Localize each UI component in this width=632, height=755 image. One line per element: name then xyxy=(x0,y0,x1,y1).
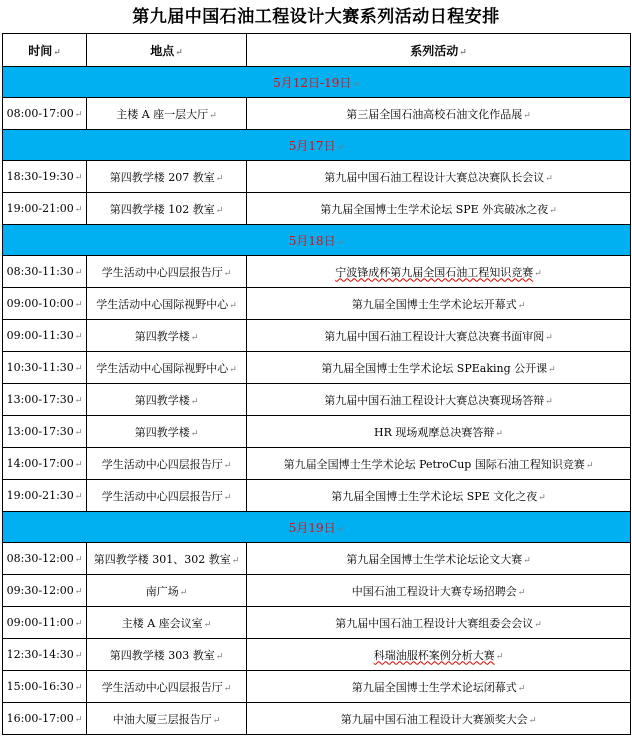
cell-place xyxy=(87,607,247,639)
cell-activity xyxy=(247,448,631,480)
paragraph-mark-icon: ↵ xyxy=(336,142,345,153)
header-time: 时间↵ xyxy=(3,34,87,67)
date-section-label xyxy=(3,130,631,161)
paragraph-mark-icon: ↵ xyxy=(74,555,83,565)
activity-text: 第九届中国石油工程设计大赛总决赛书面审阅 xyxy=(324,329,545,343)
paragraph-mark-icon: ↵ xyxy=(74,428,83,438)
document-title: 第九届中国石油工程设计大赛系列活动日程安排 xyxy=(132,7,500,27)
time-text: 19:00-21:00 xyxy=(6,202,74,215)
date-text: 5月17日 xyxy=(288,138,336,153)
table-row xyxy=(3,607,631,639)
schedule-body xyxy=(3,67,631,735)
paragraph-mark-icon: ↵ xyxy=(74,332,83,342)
place-text: 第四教学楼 207 教室 xyxy=(109,170,215,184)
table-row xyxy=(3,671,631,703)
place-text: 中油大厦三层报告厅 xyxy=(112,712,212,726)
place-text: 学生活动中心国际视野中心 xyxy=(96,361,229,375)
table-row xyxy=(3,480,631,512)
paragraph-mark-icon: ↵ xyxy=(74,300,83,310)
cell-time xyxy=(3,352,87,384)
paragraph-mark-icon: ↵ xyxy=(179,587,188,598)
paragraph-mark-icon: ↵ xyxy=(223,492,232,503)
cell-place xyxy=(87,543,247,575)
cell-time xyxy=(3,288,87,320)
header-place: 地点↵ xyxy=(87,34,247,67)
cell-time xyxy=(3,543,87,575)
cell-place xyxy=(87,384,247,416)
table-row xyxy=(3,639,631,671)
table-row xyxy=(3,288,631,320)
cell-place xyxy=(87,416,247,448)
table-row xyxy=(3,98,631,130)
activity-text: HR 现场观摩总决赛答辩 xyxy=(374,425,495,439)
cell-activity xyxy=(247,320,631,352)
time-text: 12:30-14:30 xyxy=(6,648,74,661)
activity-text: 科瑞油服杯案例分析大赛 xyxy=(373,648,495,662)
cell-activity xyxy=(247,288,631,320)
activity-text: 第九届全国博士生学术论坛闭幕式 xyxy=(351,680,517,694)
paragraph-mark-icon: ↵ xyxy=(459,47,467,58)
cell-time xyxy=(3,416,87,448)
paragraph-mark-icon: ↵ xyxy=(549,205,557,216)
cell-time xyxy=(3,98,87,130)
activity-text: 第九届全国博士生学术论坛 SPE 文化之夜 xyxy=(331,489,538,503)
cell-place xyxy=(87,703,247,735)
place-text: 南广场 xyxy=(145,584,179,598)
paragraph-mark-icon: ↵ xyxy=(212,715,221,726)
cell-place xyxy=(87,288,247,320)
paragraph-mark-icon: ↵ xyxy=(203,619,212,630)
cell-place xyxy=(87,320,247,352)
activity-text: 第三届全国石油高校石油文化作品展 xyxy=(346,107,523,121)
date-section-label xyxy=(3,225,631,256)
cell-activity xyxy=(247,193,631,225)
cell-time xyxy=(3,193,87,225)
cell-activity xyxy=(247,256,631,288)
paragraph-mark-icon: ↵ xyxy=(517,683,526,694)
paragraph-mark-icon: ↵ xyxy=(523,555,531,566)
activity-text: 中国石油工程设计大赛专场招聘会 xyxy=(351,584,517,598)
time-text: 10:30-11:30 xyxy=(6,361,74,374)
paragraph-mark-icon: ↵ xyxy=(517,300,526,311)
paragraph-mark-icon: ↵ xyxy=(74,715,83,725)
paragraph-mark-icon: ↵ xyxy=(534,268,542,279)
activity-text: 第九届中国石油工程设计大赛颁奖大会 xyxy=(340,712,528,726)
cell-time xyxy=(3,575,87,607)
table-row xyxy=(3,703,631,735)
paragraph-mark-icon: ↵ xyxy=(352,79,360,90)
activity-text: 第九届全国博士生学术论坛开幕式 xyxy=(351,297,517,311)
cell-place xyxy=(87,575,247,607)
date-section-row xyxy=(3,67,631,98)
cell-activity xyxy=(247,671,631,703)
cell-time xyxy=(3,448,87,480)
cell-time xyxy=(3,480,87,512)
table-row xyxy=(3,575,631,607)
time-text: 09:30-12:00 xyxy=(6,584,74,597)
cell-activity xyxy=(247,575,631,607)
time-text: 09:00-10:00 xyxy=(6,297,74,310)
date-text: 5月18日 xyxy=(288,233,336,248)
date-section-row xyxy=(3,130,631,161)
activity-text: 第九届中国石油工程设计大赛总决赛现场答辩 xyxy=(324,393,545,407)
place-text: 主楼 A 座会议室 xyxy=(121,616,203,630)
paragraph-mark-icon: ↵ xyxy=(74,619,83,629)
paragraph-mark-icon: ↵ xyxy=(523,110,531,121)
place-text: 第四教学楼 xyxy=(134,329,190,343)
table-row xyxy=(3,161,631,193)
cell-time xyxy=(3,607,87,639)
table-row xyxy=(3,193,631,225)
paragraph-mark-icon: ↵ xyxy=(223,460,232,471)
place-text: 第四教学楼 301、302 教室 xyxy=(93,552,231,566)
paragraph-mark-icon: ↵ xyxy=(534,619,542,630)
table-row xyxy=(3,384,631,416)
cell-place xyxy=(87,352,247,384)
paragraph-mark-icon: ↵ xyxy=(517,587,526,598)
paragraph-mark-icon: ↵ xyxy=(74,396,83,406)
activity-text: 第九届中国石油工程设计大赛组委会会议 xyxy=(335,616,534,630)
paragraph-mark-icon: ↵ xyxy=(215,651,224,662)
paragraph-mark-icon: ↵ xyxy=(229,364,237,375)
activity-text: 宁波锋成杯第九届全国石油工程知识竞赛 xyxy=(335,265,534,279)
paragraph-mark-icon: ↵ xyxy=(74,460,83,470)
time-text: 19:00-21:30 xyxy=(6,489,74,502)
cell-time xyxy=(3,161,87,193)
date-text: 5月19日 xyxy=(288,520,336,535)
cell-time xyxy=(3,320,87,352)
cell-place xyxy=(87,161,247,193)
time-text: 13:00-17:30 xyxy=(6,425,74,438)
time-text: 16:00-17:00 xyxy=(6,712,74,725)
cell-activity xyxy=(247,384,631,416)
cell-time xyxy=(3,384,87,416)
paragraph-mark-icon: ↵ xyxy=(336,524,345,535)
paragraph-mark-icon: ↵ xyxy=(74,268,83,278)
date-section-label xyxy=(3,67,631,98)
place-text: 第四教学楼 xyxy=(134,393,190,407)
time-text: 08:00-17:00 xyxy=(6,107,74,120)
header-row xyxy=(3,34,631,67)
time-text: 18:30-19:30 xyxy=(6,170,74,183)
date-section-row xyxy=(3,512,631,543)
activity-text: 第九届中国石油工程设计大赛总决赛队长会议 xyxy=(324,170,545,184)
time-text: 14:00-17:00 xyxy=(6,457,74,470)
paragraph-mark-icon: ↵ xyxy=(74,683,83,693)
paragraph-mark-icon: ↵ xyxy=(585,460,594,471)
paragraph-mark-icon: ↵ xyxy=(190,396,199,407)
paragraph-mark-icon: ↵ xyxy=(215,173,224,184)
cell-place xyxy=(87,639,247,671)
time-text: 08:30-12:00 xyxy=(6,552,74,565)
time-text: 09:00-11:00 xyxy=(6,616,74,629)
table-row xyxy=(3,448,631,480)
cell-activity xyxy=(247,703,631,735)
place-text: 学生活动中心四层报告厅 xyxy=(101,457,223,471)
place-text: 第四教学楼 303 教室 xyxy=(109,648,215,662)
paragraph-mark-icon: ↵ xyxy=(190,332,199,343)
cell-place xyxy=(87,671,247,703)
place-text: 学生活动中心国际视野中心 xyxy=(96,297,229,311)
paragraph-mark-icon: ↵ xyxy=(495,428,503,439)
paragraph-mark-icon: ↵ xyxy=(74,205,83,215)
cell-time xyxy=(3,256,87,288)
paragraph-mark-icon: ↵ xyxy=(74,173,83,183)
paragraph-mark-icon: ↵ xyxy=(495,651,504,662)
paragraph-mark-icon: ↵ xyxy=(215,205,224,216)
paragraph-mark-icon: ↵ xyxy=(223,268,232,279)
table-row xyxy=(3,416,631,448)
cell-place xyxy=(87,193,247,225)
time-text: 09:00-11:30 xyxy=(6,329,74,342)
activity-text: 第九届全国博士生学术论坛 SPE 外宾破冰之夜 xyxy=(320,202,549,216)
activity-text: 第九届全国博士生学术论坛 PetroCup 国际石油工程知识竞赛 xyxy=(283,457,585,471)
header-activity: 系列活动↵ xyxy=(247,34,631,67)
cell-activity xyxy=(247,543,631,575)
paragraph-mark-icon: ↵ xyxy=(231,555,240,566)
paragraph-mark-icon: ↵ xyxy=(229,300,237,311)
table-row xyxy=(3,543,631,575)
paragraph-mark-icon: ↵ xyxy=(74,587,83,597)
cell-time xyxy=(3,639,87,671)
activity-text: 第九届全国博士生学术论坛 SPEaking 公开课 xyxy=(321,361,548,375)
cell-activity xyxy=(247,352,631,384)
cell-activity xyxy=(247,639,631,671)
paragraph-mark-icon: ↵ xyxy=(223,683,232,694)
paragraph-mark-icon: ↵ xyxy=(548,364,556,375)
paragraph-mark-icon: ↵ xyxy=(190,428,199,439)
date-section-row xyxy=(3,225,631,256)
time-text: 13:00-17:30 xyxy=(6,393,74,406)
cell-activity xyxy=(247,416,631,448)
paragraph-mark-icon: ↵ xyxy=(53,47,61,58)
place-text: 第四教学楼 xyxy=(134,425,190,439)
cell-activity xyxy=(247,161,631,193)
paragraph-mark-icon: ↵ xyxy=(74,492,83,502)
date-section-label xyxy=(3,512,631,543)
cell-place xyxy=(87,98,247,130)
table-row xyxy=(3,352,631,384)
paragraph-mark-icon: ↵ xyxy=(74,651,83,661)
paragraph-mark-icon: ↵ xyxy=(538,492,546,503)
cell-place xyxy=(87,480,247,512)
paragraph-mark-icon: ↵ xyxy=(209,110,217,121)
cell-time xyxy=(3,703,87,735)
date-text: 5月12日-19日 xyxy=(273,75,352,90)
paragraph-mark-icon: ↵ xyxy=(74,364,83,374)
time-text: 08:30-11:30 xyxy=(6,265,74,278)
paragraph-mark-icon: ↵ xyxy=(528,715,537,726)
table-row xyxy=(3,320,631,352)
paragraph-mark-icon: ↵ xyxy=(175,47,183,58)
paragraph-mark-icon: ↵ xyxy=(74,110,83,120)
cell-time xyxy=(3,671,87,703)
place-text: 学生活动中心四层报告厅 xyxy=(101,680,223,694)
place-text: 学生活动中心四层报告厅 xyxy=(101,489,223,503)
paragraph-mark-icon: ↵ xyxy=(336,237,345,248)
activity-text: 第九届全国博士生学术论坛论文大赛 xyxy=(346,552,523,566)
cell-activity xyxy=(247,480,631,512)
cell-activity xyxy=(247,607,631,639)
paragraph-mark-icon: ↵ xyxy=(545,173,553,184)
table-row xyxy=(3,256,631,288)
cell-place xyxy=(87,256,247,288)
cell-activity xyxy=(247,98,631,130)
place-text: 学生活动中心四层报告厅 xyxy=(101,265,223,279)
place-text: 主楼 A 座一层大厅 xyxy=(116,107,209,121)
place-text: 第四教学楼 102 教室 xyxy=(109,202,215,216)
schedule-table xyxy=(2,33,631,735)
cell-place xyxy=(87,448,247,480)
paragraph-mark-icon: ↵ xyxy=(545,396,553,407)
paragraph-mark-icon: ↵ xyxy=(545,332,553,343)
time-text: 15:00-16:30 xyxy=(6,680,74,693)
